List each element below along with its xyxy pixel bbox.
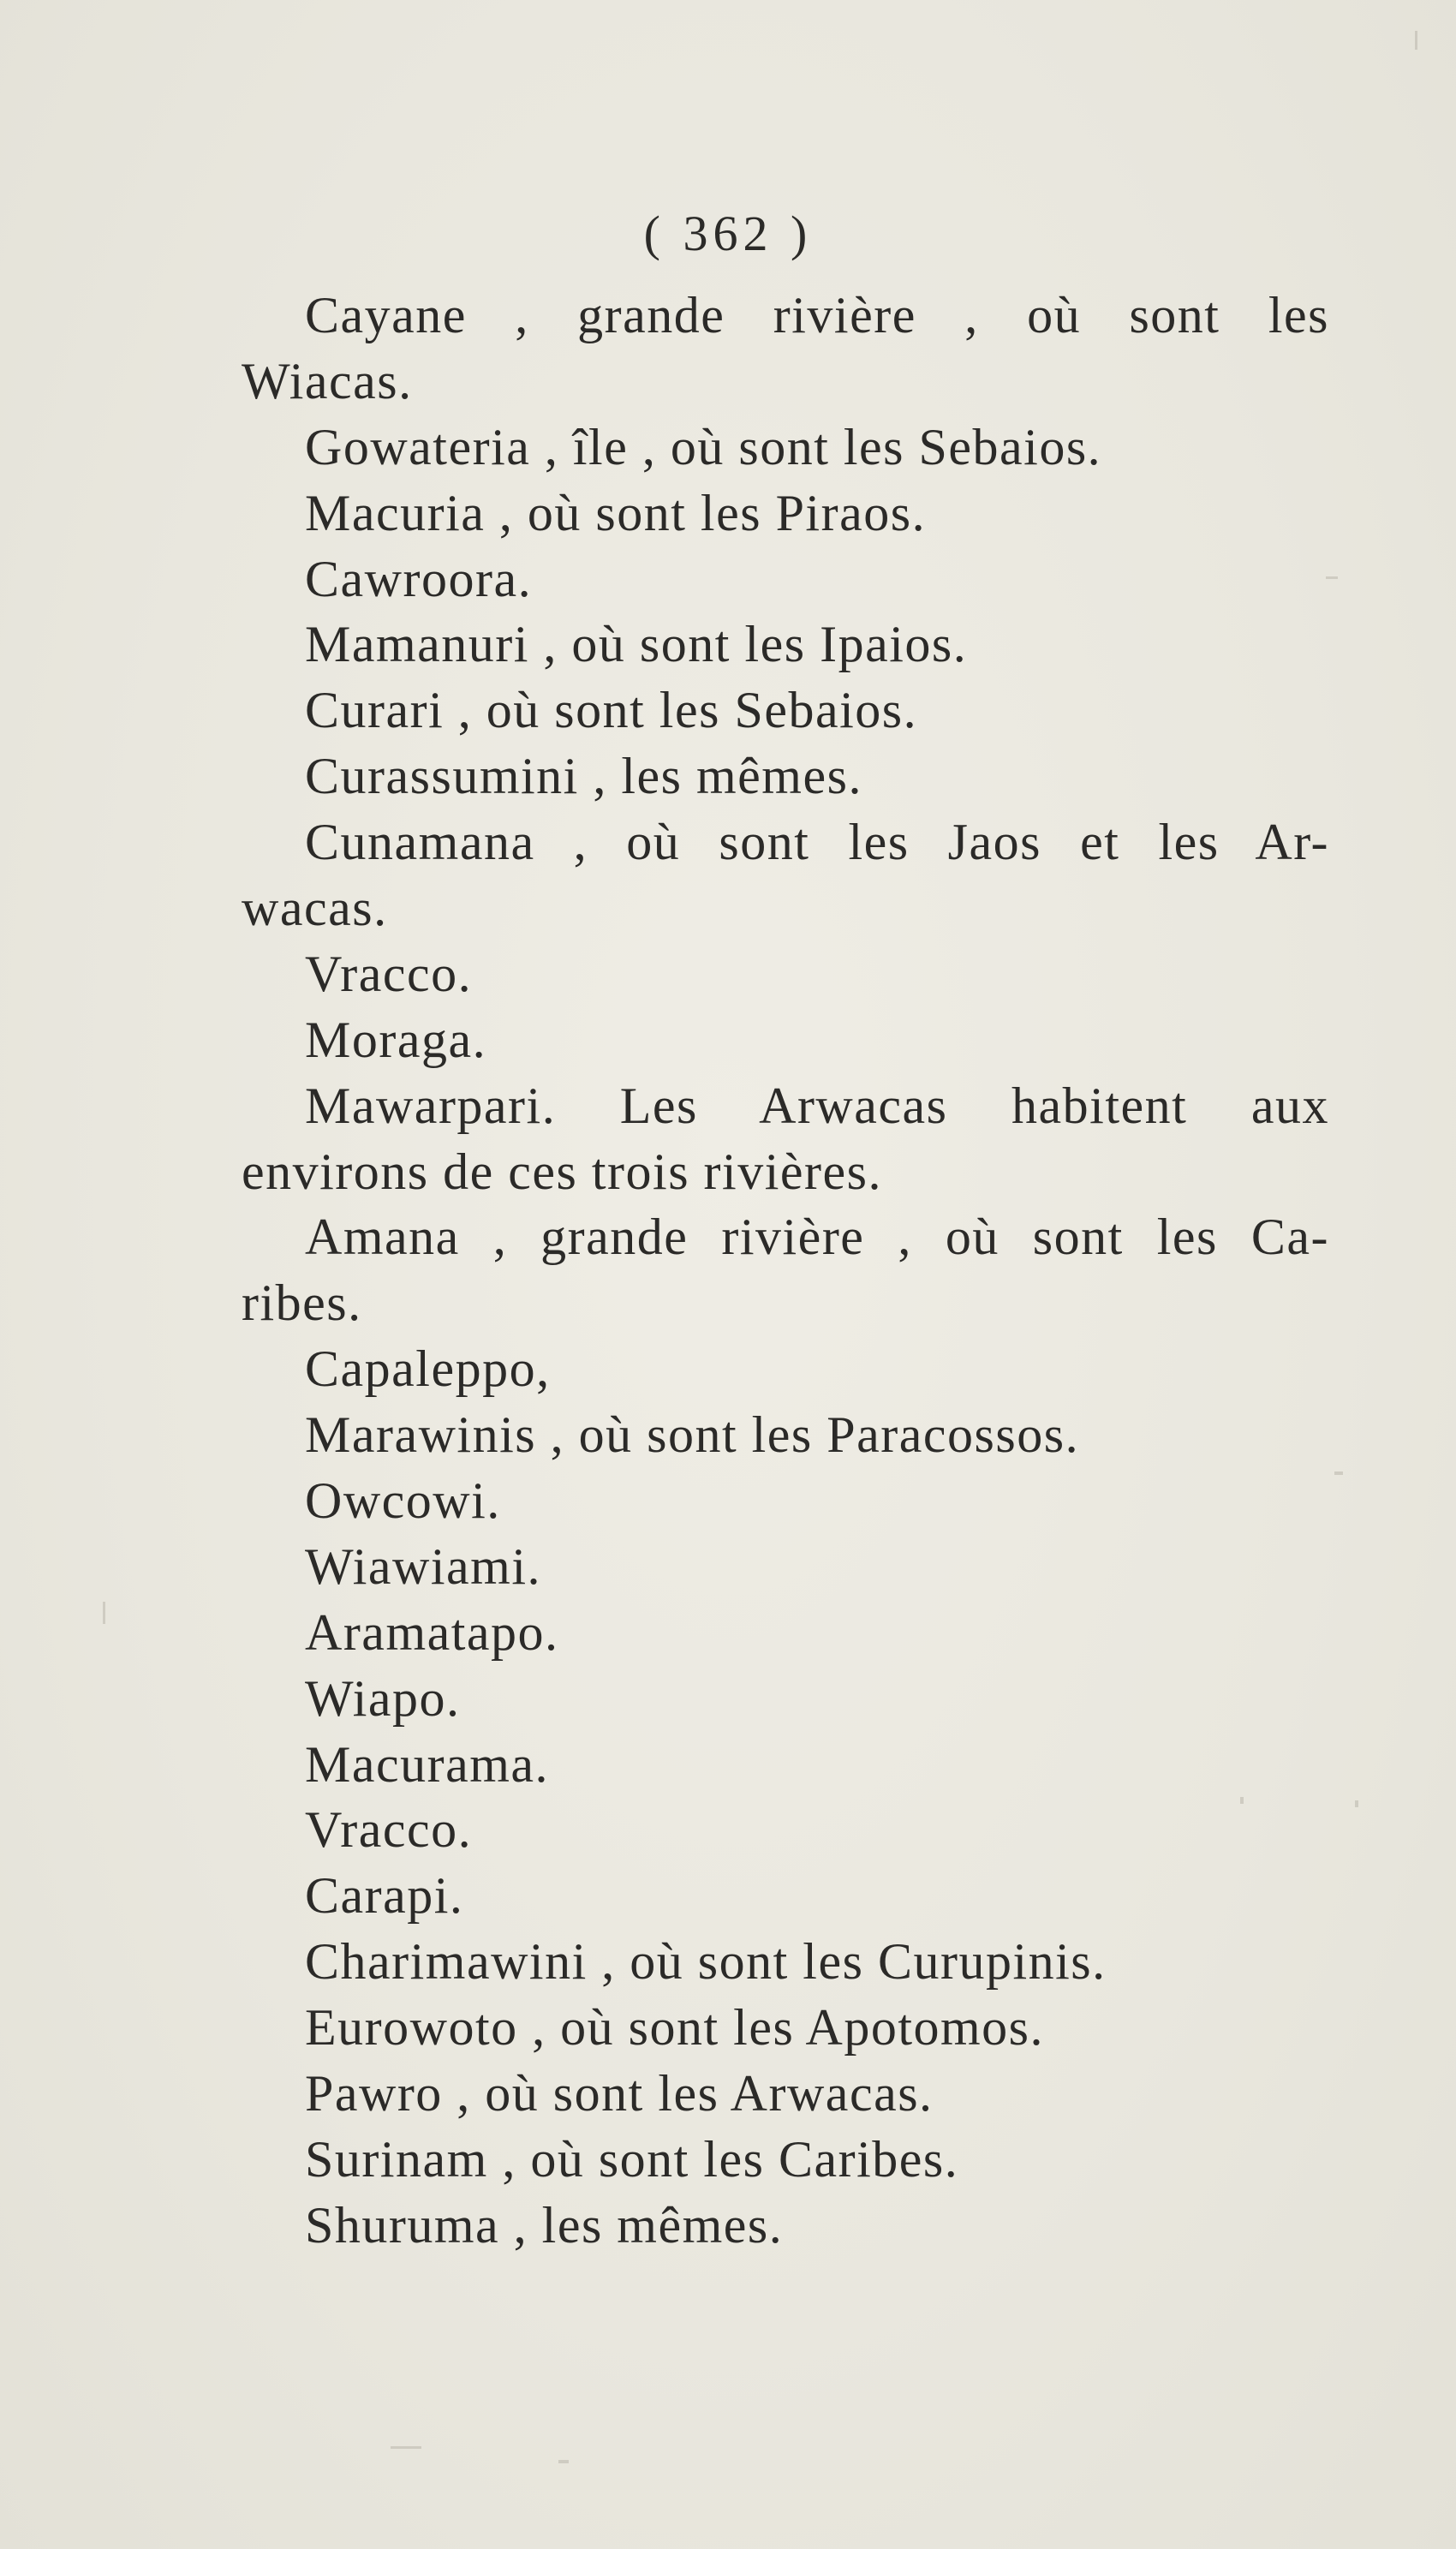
text-line: Curassumini , les mêmes. (305, 748, 862, 805)
text-line: Gowateria , île , où sont les Sebaios. (305, 418, 1102, 475)
text-line: environs de ces trois rivières. (242, 1143, 882, 1200)
text-line: Cawroora. (305, 550, 533, 607)
text-line: Pawro , où sont les Arwacas. (305, 2065, 934, 2122)
text-line: Wiapo. (305, 1669, 461, 1727)
text-line: Curari , où sont les Sebaios. (305, 682, 918, 739)
text-line: Macurama. (305, 1735, 550, 1793)
paper-speck (103, 1602, 105, 1624)
paper-speck (1334, 1471, 1343, 1475)
paper-speck (391, 2446, 421, 2449)
text-line: Marawinis , où sont les Paracossos. (305, 1406, 1080, 1464)
page-number: ( 362 ) (643, 206, 813, 261)
text-line: Capaleppo, (305, 1340, 551, 1398)
text-line: Eurowoto , où sont les Apotomos. (305, 1999, 1045, 2057)
text-line: Amana , grande rivière , où sont les Ca- (305, 1209, 1329, 1266)
text-line: Cayane , grande rivière , où sont les (305, 287, 1329, 343)
text-line: Owcowi. (305, 1472, 501, 1530)
text-line: Vracco. (305, 1801, 473, 1859)
paper-speck (1355, 1800, 1358, 1807)
text-block (242, 283, 1329, 2259)
paper-speck (1415, 31, 1417, 50)
paper-speck (558, 2460, 569, 2463)
text-line: Shuruma , les mêmes. (305, 2196, 784, 2254)
text-line: Cunamana , où sont les Jaos et les Ar- (305, 814, 1329, 871)
text-line: Wiacas. (242, 352, 413, 409)
text-line: Surinam , où sont les Caribes. (305, 2130, 959, 2188)
text-line: Macuria , où sont les Piraos. (305, 484, 927, 541)
text-line: ribes. (242, 1274, 362, 1332)
text-line: Carapi. (305, 1867, 464, 1925)
text-line: Mawarpari. Les Arwacas habitent aux (305, 1077, 1329, 1134)
paper-speck (1240, 1797, 1244, 1804)
text-line: Aramatapo. (305, 1603, 559, 1661)
text-line: wacas. (242, 880, 388, 937)
paper-speck (1326, 576, 1338, 579)
text-line: Charimawini , où sont les Curupinis. (305, 1933, 1107, 1991)
text-line: Wiawiami. (305, 1537, 541, 1595)
text-line: Vracco. (305, 945, 473, 1002)
text-line: Mamanuri , où sont les Ipaios. (305, 616, 968, 673)
text-line: Moraga. (305, 1011, 487, 1068)
